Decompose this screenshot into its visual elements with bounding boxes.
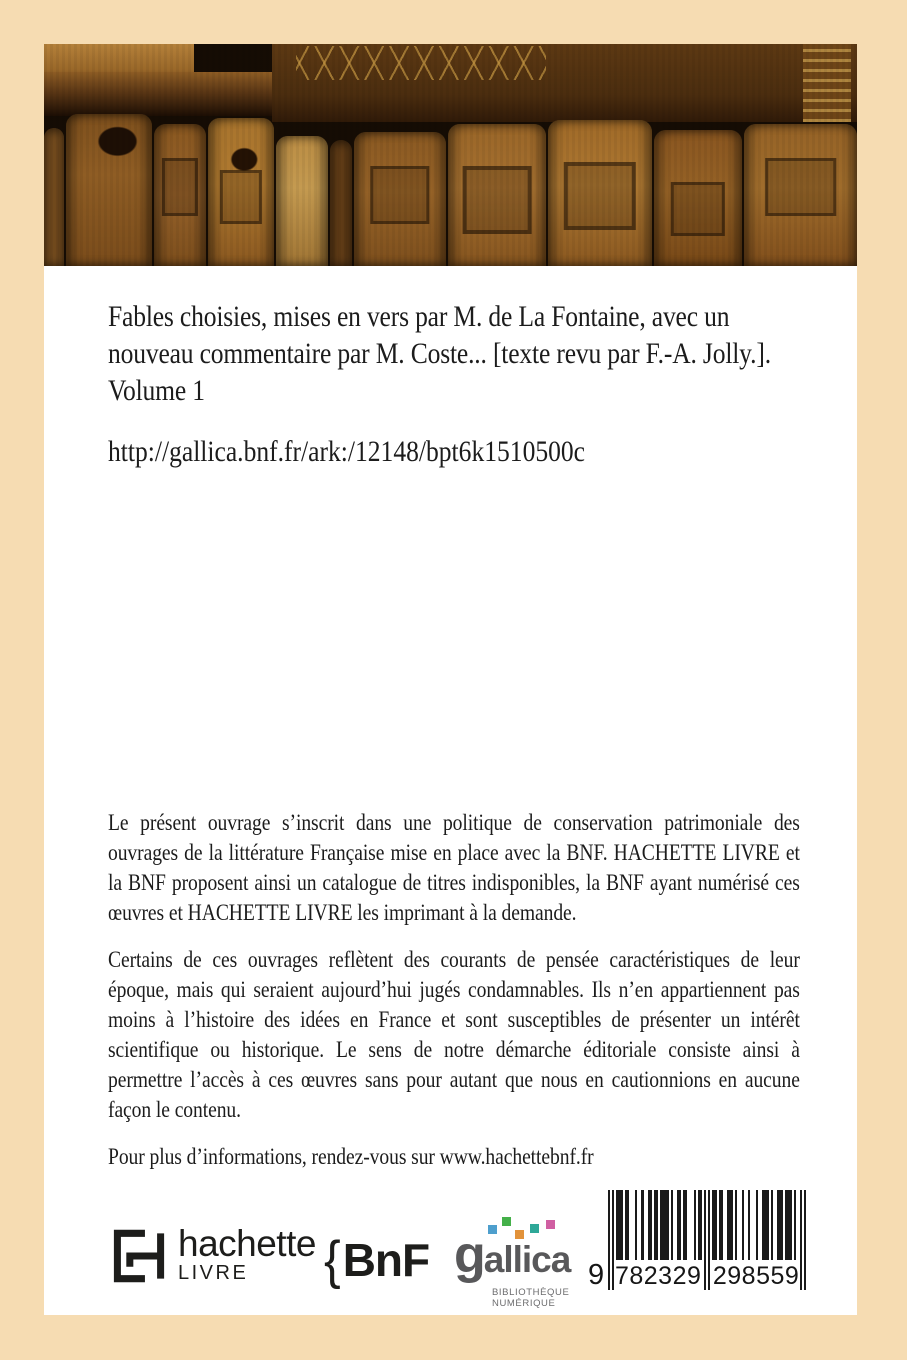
hachette-livre-logo (112, 1223, 316, 1284)
book-spine (44, 128, 64, 266)
gallica-subtitle-line: NUMÉRIQUE (492, 1298, 556, 1309)
book-spine (548, 120, 652, 266)
isbn-barcode (588, 1190, 806, 1290)
gold-chevrons (296, 46, 546, 80)
barcode-digit-group: 782329 (614, 1262, 702, 1290)
spine-label (162, 158, 198, 216)
book-title: Fables choisies, mises en vers par M. de La Fontaine, avec un nouveau commentaire par M. Coste... [texte revu par F.-A. Jolly.]. Volume 1 (108, 300, 771, 407)
spine-label (463, 166, 532, 234)
legal-paragraph: Le présent ouvrage s’inscrit dans une politique de conservation patrimoniale des ouvrages de la littérature Française mise en place avec la BNF. HACHETTE LIVRE et la BNF proposent ainsi un catalogue de titres indisponibles, la BNF ayant numérisé ces œuvres et HACHETTE LIVRE les imprimant à la demande. (108, 810, 800, 925)
book-spine (276, 136, 328, 266)
gallica-square (530, 1224, 539, 1233)
book-spine (744, 124, 857, 266)
book-spine (154, 124, 206, 266)
book-spine (654, 130, 742, 266)
gallica-square (546, 1220, 555, 1229)
barcode-bar (804, 1190, 806, 1290)
gallica-square (502, 1217, 511, 1226)
spine-label (370, 166, 429, 224)
spine-label (671, 182, 725, 236)
gallica-square (515, 1230, 524, 1239)
hachette-livre-label: LIVRE (178, 1262, 249, 1284)
bnf-logo (324, 1230, 430, 1290)
gallica-subtitle-line: BIBLIOTHÈQUE (492, 1287, 570, 1298)
title-block (108, 298, 800, 470)
book-spine (208, 118, 274, 266)
bnf-wordmark: BnF (342, 1234, 430, 1286)
barcode-digit-group: 298559 (712, 1262, 800, 1290)
hachette-wordmark-block (178, 1223, 316, 1284)
info-paragraph: Pour plus d’informations, rendez-vous sur www.hachettebnf.fr (108, 1144, 594, 1169)
book-spine (330, 140, 352, 266)
gallica-wordmark: gallica (454, 1226, 571, 1284)
book-spine (448, 124, 546, 266)
book-spine (66, 114, 152, 266)
barcode-bar (800, 1190, 802, 1290)
old-books-photo (44, 44, 857, 266)
spine-label (220, 170, 262, 224)
cover-inner-panel (44, 44, 857, 1315)
barcode-bar (704, 1190, 706, 1290)
barcode-leading-digit: 9 (588, 1259, 605, 1291)
barcode-bar (708, 1190, 710, 1290)
barcode-bars (608, 1190, 806, 1290)
bnf-brace-icon: { (324, 1230, 341, 1290)
gallica-square (488, 1225, 497, 1234)
book-spine (354, 132, 446, 266)
hachette-wordmark: hachette (178, 1223, 316, 1264)
gallica-ark-url: http://gallica.bnf.fr/ark:/12148/bpt6k1510500c (108, 435, 586, 468)
spine-label (765, 158, 837, 216)
spine-label (564, 162, 636, 230)
gold-title-band (803, 44, 851, 122)
book-spine (272, 44, 857, 122)
hachette-monogram-icon (112, 1229, 166, 1283)
barcode-bar (608, 1190, 610, 1290)
publisher-note (108, 808, 800, 1172)
legal-paragraph: Certains de ces ouvrages reflètent des courants de pensée caractéristiques de leur époque, mais qui seraient aujourd’hui jugés condamnables. Ils n’en appartiennent pas moins à l’histoire des idées en France et sont susceptibles de présenter un intérêt scientifique ou historique. Le sens de notre démarche éditoriale consiste ainsi à permettre l’accès à ces œuvres sans pour autant que nous en cautionnions en aucune façon le contenu. (108, 947, 800, 1122)
